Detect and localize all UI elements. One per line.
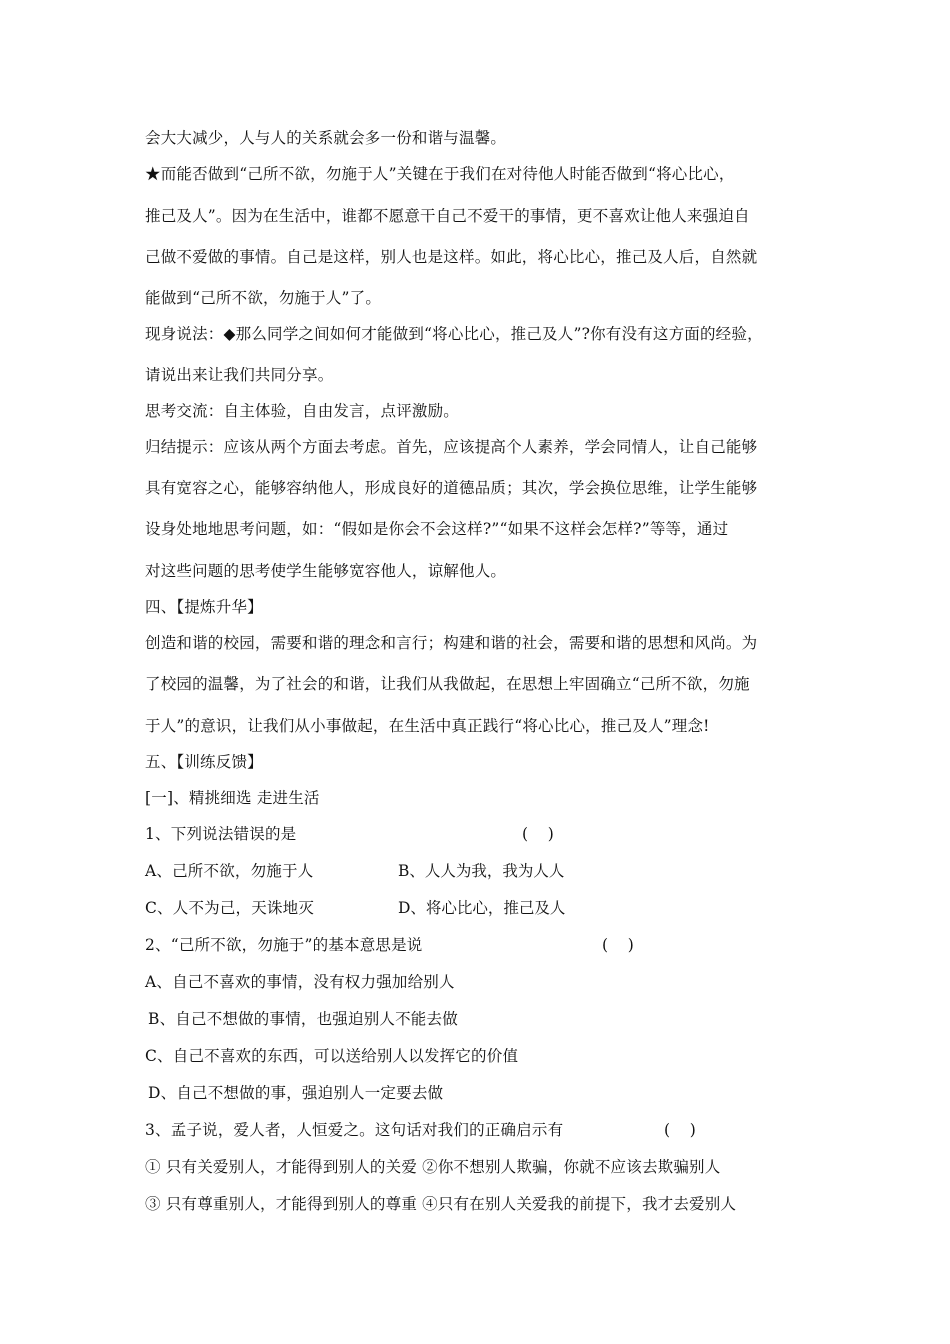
paragraph-line: 现身说法：◆那么同学之间如何才能做到“将心比心，推己及人”?你有没有这方面的经验， xyxy=(145,325,763,343)
paragraph-line: 能做到“己所不欲，勿施于人”了。 xyxy=(145,289,382,307)
answer-blank: ( ) xyxy=(664,1121,696,1139)
option-c: C、自己不喜欢的东西，可以送给别人以发挥它的价值 xyxy=(145,1047,519,1065)
paragraph-line: 推己及人”。因为在生活中，谁都不愿意干自己不爱干的事情，更不喜欢让他人来强迫自 xyxy=(145,207,750,225)
subsection-heading: [一]、精挑细选 走进生活 xyxy=(145,789,320,807)
section-heading: 五、【训练反馈】 xyxy=(145,753,263,771)
paragraph-line: 对这些问题的思考使学生能够宽容他人，谅解他人。 xyxy=(145,562,507,580)
option-b: B、自己不想做的事情，也强迫别人不能去做 xyxy=(148,1010,458,1028)
paragraph-line: 了校园的温馨，为了社会的和谐，让我们从我做起，在思想上牢固确立“己所不欲，勿施 xyxy=(145,675,750,693)
paragraph-line: 请说出来让我们共同分享。 xyxy=(145,366,334,384)
question-stem: 3、孟子说，爱人者，人恒爱之。这句话对我们的正确启示有 xyxy=(145,1121,564,1139)
paragraph-line: ★而能否做到“己所不欲，勿施于人”关键在于我们在对待他人时能否做到“将心比心， xyxy=(145,165,735,183)
answer-blank: ( ) xyxy=(602,936,634,954)
answer-blank: ( ) xyxy=(522,825,554,843)
option-a: A、自己不喜欢的事情，没有权力强加给别人 xyxy=(145,973,455,991)
paragraph-line: 具有宽容之心，能够容纳他人，形成良好的道德品质；其次，学会换位思维，让学生能够 xyxy=(145,479,758,497)
option-c: C、人不为己，天诛地灭 xyxy=(145,899,315,917)
option-b: B、人人为我，我为人人 xyxy=(398,862,565,880)
option-line: ③ 只有尊重别人，才能得到别人的尊重 ④只有在别人关爱我的前提下，我才去爱别人 xyxy=(145,1195,737,1213)
paragraph-line: 归结提示：应该从两个方面去考虑。首先，应该提高个人素养，学会同情人，让自己能够 xyxy=(145,438,758,456)
paragraph-line: 思考交流：自主体验，自由发言，点评激励。 xyxy=(145,402,460,420)
question-stem: 1、下列说法错误的是 xyxy=(145,825,297,843)
option-d: D、自己不想做的事，强迫别人一定要去做 xyxy=(148,1084,444,1102)
option-a: A、己所不欲，勿施于人 xyxy=(145,862,314,880)
question-stem: 2、“己所不欲，勿施于”的基本意思是说 xyxy=(145,936,423,954)
paragraph-line: 己做不爱做的事情。自己是这样，别人也是这样。如此，将心比心，推己及人后，自然就 xyxy=(145,248,758,266)
paragraph-line: 于人”的意识，让我们从小事做起，在生活中真正践行“将心比心，推己及人”理念! xyxy=(145,717,710,735)
option-d: D、将心比心，推己及人 xyxy=(398,899,566,917)
paragraph-line: 创造和谐的校园，需要和谐的理念和言行；构建和谐的社会，需要和谐的思想和风尚。为 xyxy=(145,634,758,652)
section-heading: 四、【提炼升华】 xyxy=(145,598,263,616)
option-line: ① 只有关爱别人，才能得到别人的关爱 ②你不想别人欺骗，你就不应该去欺骗别人 xyxy=(145,1158,721,1176)
paragraph-line: 设身处地地思考问题，如：“假如是你会不会这样?”“如果不这样会怎样?”等等，通过 xyxy=(145,520,729,538)
paragraph-line: 会大大减少，人与人的关系就会多一份和谐与温馨。 xyxy=(145,129,507,147)
